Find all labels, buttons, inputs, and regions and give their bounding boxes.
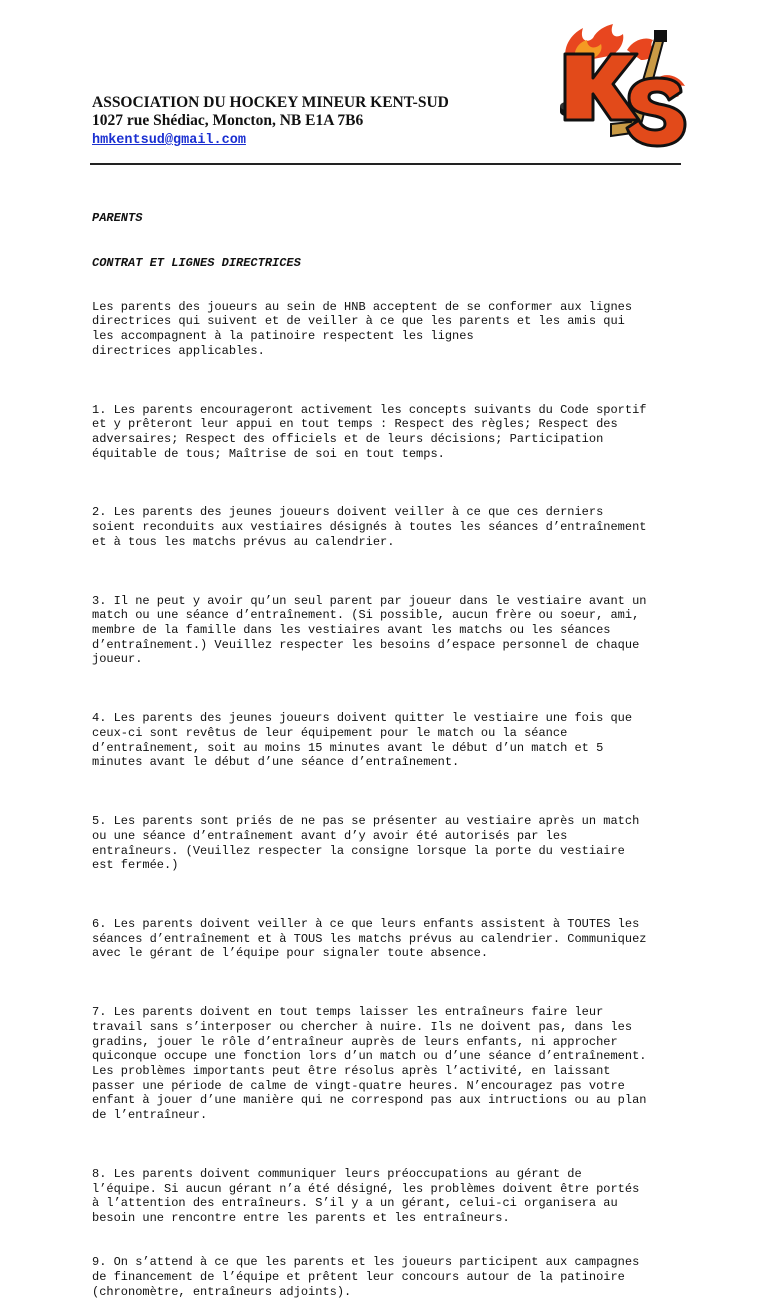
org-name: ASSOCIATION DU HOCKEY MINEUR KENT-SUD <box>92 94 449 111</box>
rule-item: 8. Les parents doivent communiquer leurs préoccupations au gérant de l’équipe. Si aucun gérant n’a été désigné, les problèmes doivent être portés à l’attention des entraîneurs. S’il y a un gérant, celui-ci organisera au besoin une rencontre entre les parents et les entraîneurs. <box>92 1166 640 1226</box>
letterhead <box>92 94 449 150</box>
section-label-parents: PARENTS <box>92 211 143 226</box>
ks-hockey-logo-icon <box>553 20 693 152</box>
rule-item: 4. Les parents des jeunes joueurs doivent quitter le vestiaire une fois que ceux-ci sont revêtus de leur équipement pour le match ou la séance d’entraînement, soit au moins 15 minutes avant le début d’un match et 5 minutes avant le début d’une séance d’entraînement. <box>92 711 633 770</box>
intro-paragraph: Les parents des joueurs au sein de HNB acceptent de se conformer aux lignes directrices qui suivent et de veiller à ce que les parents et les amis qui les accompagnent à la patinoire respectent les lignes directrices applicables. <box>92 299 633 358</box>
header-divider <box>90 163 681 165</box>
org-email-link[interactable]: hmkentsud@gmail.com <box>92 133 246 148</box>
rule-item: 5. Les parents sont priés de ne pas se présenter au vestiaire après un match ou une séance d’entraînement avant d’y avoir été autorisés par les entraîneurs. (Veuillez respecter la consigne lorsque la porte du vestiaire est fermée.) <box>92 814 640 873</box>
rule-item: 2. Les parents des jeunes joueurs doivent veiller à ce que ces derniers soient reconduits aux vestiaires désignés à toutes les séances d’entraînement et à tous les matchs prévus au calendrier. <box>92 505 647 549</box>
org-address: 1027 rue Shédiac, Moncton, NB E1A 7B6 <box>92 112 364 129</box>
section-label-contract: CONTRAT ET LIGNES DIRECTRICES <box>92 255 301 270</box>
rule-item: 3. Il ne peut y avoir qu’un seul parent par joueur dans le vestiaire avant un match ou une séance d’entraînement. (Si possible, aucun frère ou soeur, ami, membre de la famille dans les vestiaires avant les matchs ou les séances d’entraînement.) Veuillez respecter les besoins d’espace personnel de chaque joueur. <box>92 593 647 667</box>
rule-item: 7. Les parents doivent en tout temps laisser les entraîneurs faire leur travail sans s’interposer ou chercher à nuire. Ils ne doivent pas, dans les gradins, jouer le rôle d’entraîneur auprès de leurs enfants, ni approcher quiconque occupe une fonction lors d’un match ou d’une séance d’entraînement. Les problèmes importants peut être résolus après l’activité, en laissant passer une période de calme de vingt-quatre heures. N’encouragez pas votre enfant à jouer d’une manière qui ne correspond pas aux intructions ou au plan de l’entraîneur. <box>92 1005 647 1123</box>
rule-item: 1. Les parents encourageront activement les concepts suivants du Code sportif et y prêteront leur appui en tout temps : Respect des règles; Respect des adversaires; Respect des officiels et de leurs décisions; Participation équitable de tous; Maîtrise de soi en tout temps. <box>92 402 647 461</box>
contract-body <box>92 182 692 1314</box>
rule-item: 6. Les parents doivent veiller à ce que leurs enfants assistent à TOUTES les séances d’entraînement et à TOUS les matchs prévus au calendrier. Communiquez avec le gérant de l’équipe pour signaler toute absence. <box>92 917 647 961</box>
rule-item: 9. On s’attend à ce que les parents et les joueurs participent aux campagnes de financement de l’équipe et prêtent leur concours autour de la patinoire (chronomètre, entraîneurs adjoints). <box>92 1255 640 1299</box>
